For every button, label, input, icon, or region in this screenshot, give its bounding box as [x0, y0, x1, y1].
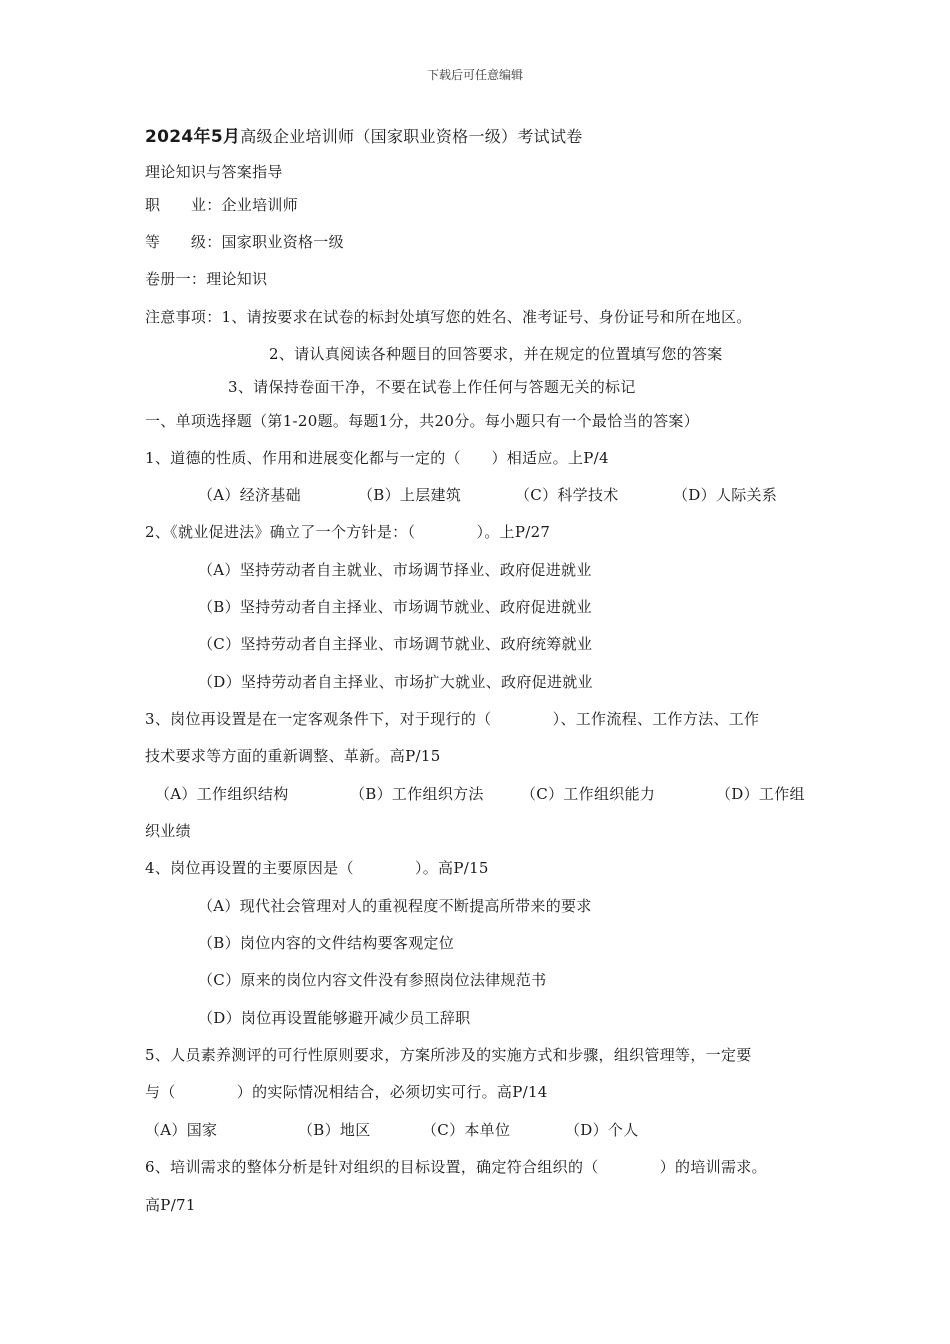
- question-3-option-a: （A）工作组织结构: [155, 785, 289, 803]
- exam-title-date: 2024年5月: [145, 127, 241, 147]
- question-6-stem-line-1: 6、培训需求的整体分析是针对组织的目标设置，确定符合组织的（ ）的培训需求。: [145, 1158, 767, 1176]
- question-6-stem-line-2: 高P/71: [145, 1196, 196, 1214]
- question-3-option-b: （B）工作组织方法: [350, 785, 484, 803]
- question-2-option-c: （C）坚持劳动者自主择业、市场调节就业、政府统筹就业: [198, 635, 593, 653]
- question-5-option-d: （D）个人: [565, 1121, 639, 1139]
- note-1: 注意事项：1、请按要求在试卷的标封处填写您的姓名、准考证号、身份证号和所在地区。: [145, 308, 752, 326]
- question-3-stem-line-1: 3、岗位再设置是在一定客观条件下，对于现行的（ ）、工作流程、工作方法、工作: [145, 710, 760, 728]
- question-5-option-a: （A）国家: [145, 1121, 218, 1139]
- volume-line: 卷册一：理论知识: [145, 270, 268, 288]
- question-2-option-a: （A）坚持劳动者自主就业、市场调节择业、政府促进就业: [198, 561, 592, 579]
- question-3-option-c: （C）工作组织能力: [521, 785, 656, 803]
- question-3-stem-line-2: 技术要求等方面的重新调整、革新。高P/15: [145, 747, 441, 765]
- question-2-stem: 2、《就业促进法》确立了一个方针是：（ ）。上P/27: [145, 523, 551, 541]
- question-3-option-d-continued: 织业绩: [145, 822, 191, 840]
- question-5-stem-line-2: 与（ ）的实际情况相结合，必须切实可行。高P/14: [145, 1083, 548, 1101]
- page-header: 下载后可任意编辑: [426, 68, 523, 82]
- question-3-option-d: （D）工作组: [716, 785, 805, 803]
- question-4-option-d: （D）岗位再设置能够避开减少员工辞职: [198, 1009, 471, 1027]
- question-4-option-b: （B）岗位内容的文件结构要客观定位: [198, 934, 455, 952]
- question-2-option-d: （D）坚持劳动者自主择业、市场扩大就业、政府促进就业: [198, 673, 593, 691]
- question-1-stem: 1、道德的性质、作用和进展变化都与一定的（ ）相适应。上P/4: [145, 449, 609, 467]
- exam-subtitle: 理论知识与答案指导: [145, 163, 283, 181]
- note-3: 3、请保持卷面干净，不要在试卷上作任何与答题无关的标记: [228, 378, 636, 396]
- exam-title: [145, 127, 583, 147]
- question-4-option-a: （A）现代社会管理对人的重视程度不断提高所带来的要求: [198, 897, 592, 915]
- question-2-option-b: （B）坚持劳动者自主择业、市场调节就业、政府促进就业: [198, 598, 592, 616]
- question-1-option-d: （D）人际关系: [673, 486, 778, 504]
- question-1-option-b: （B）上层建筑: [358, 486, 462, 504]
- question-5-option-b: （B）地区: [298, 1121, 371, 1139]
- exam-title-rest: 高级企业培训师（国家职业资格一级）考试试卷: [240, 127, 583, 146]
- question-5-stem-line-1: 5、人员素养测评的可行性原则要求，方案所涉及的实施方式和步骤，组织管理等，一定要: [145, 1046, 752, 1064]
- level-line: 等 级：国家职业资格一级: [145, 233, 344, 251]
- occupation-line: 职 业：企业培训师: [145, 196, 299, 214]
- question-4-option-c: （C）原来的岗位内容文件没有参照岗位法律规范书: [198, 971, 547, 989]
- section-heading: 一、单项选择题（第1-20题。每题1分，共20分。每小题只有一个最恰当的答案）: [145, 412, 700, 430]
- question-4-stem: 4、岗位再设置的主要原因是（ ）。高P/15: [145, 859, 489, 877]
- question-5-option-c: （C）本单位: [422, 1121, 511, 1139]
- question-1-option-c: （C）科学技术: [515, 486, 619, 504]
- question-1-option-a: （A）经济基础: [198, 486, 301, 504]
- note-2: 2、请认真阅读各种题目的回答要求，并在规定的位置填写您的答案: [269, 345, 723, 363]
